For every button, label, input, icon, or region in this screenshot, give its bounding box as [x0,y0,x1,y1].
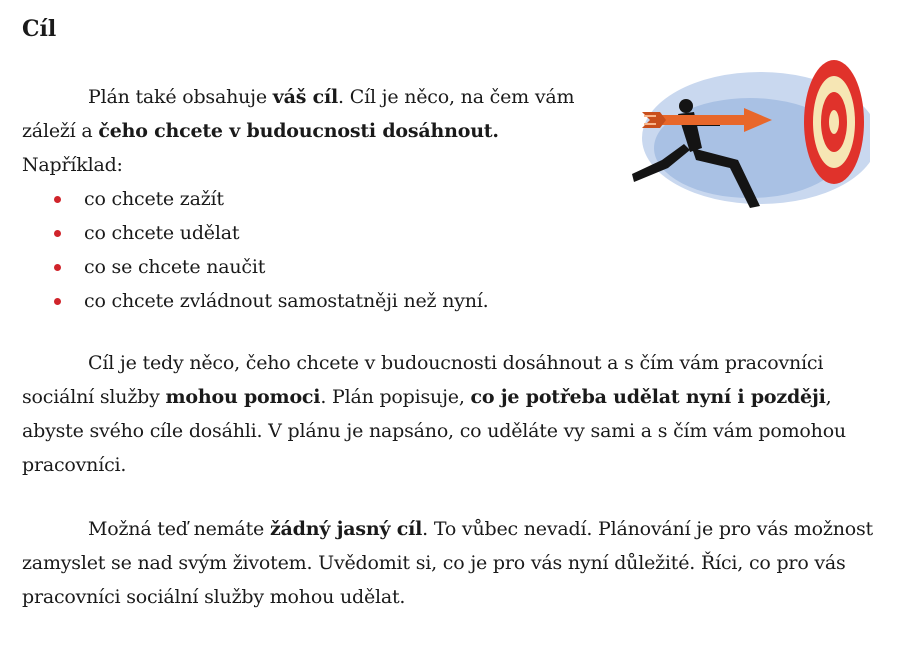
para2-text-1: Cíl je tedy něco, čeho chcete v budoucnosti dosáhnout a s čím vám pracovníci sociální služby [22,352,824,408]
intro-bold-1: váš cíl [272,86,339,108]
para3-text-2: . To vůbec nevadí. Plánování je pro vás možnost zamyslet se nad svým životem. Uvědomit si, co je pro vás nyní důležité. Říci, co pro vás pracovníci sociální služby mohou udělat. [22,518,873,608]
intro-text-1: Plán také obsahuje [88,86,273,108]
target-icon [804,60,864,184]
para2-text-2: . Plán popisuje, [320,386,471,408]
bullet-dot-icon [54,298,61,305]
runner-with-arrow-icon [620,56,870,216]
para3-text-1: Možná teď nemáte [88,518,270,540]
list-item: co chcete zažít [22,182,662,216]
intro-paragraph [22,80,602,182]
list-item: co chcete udělat [22,216,662,250]
goal-examples-list [22,182,662,318]
paragraph-2 [22,346,892,482]
bullet-dot-icon [54,230,61,237]
paragraph-3 [22,512,892,614]
list-item: co se chcete naučit [22,250,662,284]
intro-bold-2: čeho chcete v budoucnosti dosáhnout. [98,120,499,142]
para2-bold-2: co je potřeba udělat nyní i později [470,386,826,408]
para2-text-3: , abyste svého cíle dosáhli. V plánu je napsáno, co uděláte vy sami a s čím vám pomohou pracovníci. [22,386,846,476]
intro-text-3: Například: [22,154,123,176]
bullet-dot-icon [54,264,61,271]
section-heading: Cíl [22,16,57,42]
list-item: co chcete zvládnout samostatněji než nyní. [22,284,662,318]
para2-bold-1: mohou pomoci [165,386,321,408]
intro-text-2: . Cíl je něco, na čem vám záleží a [22,86,575,142]
para3-bold-1: žádný jasný cíl [269,518,423,540]
bullet-dot-icon [54,196,61,203]
